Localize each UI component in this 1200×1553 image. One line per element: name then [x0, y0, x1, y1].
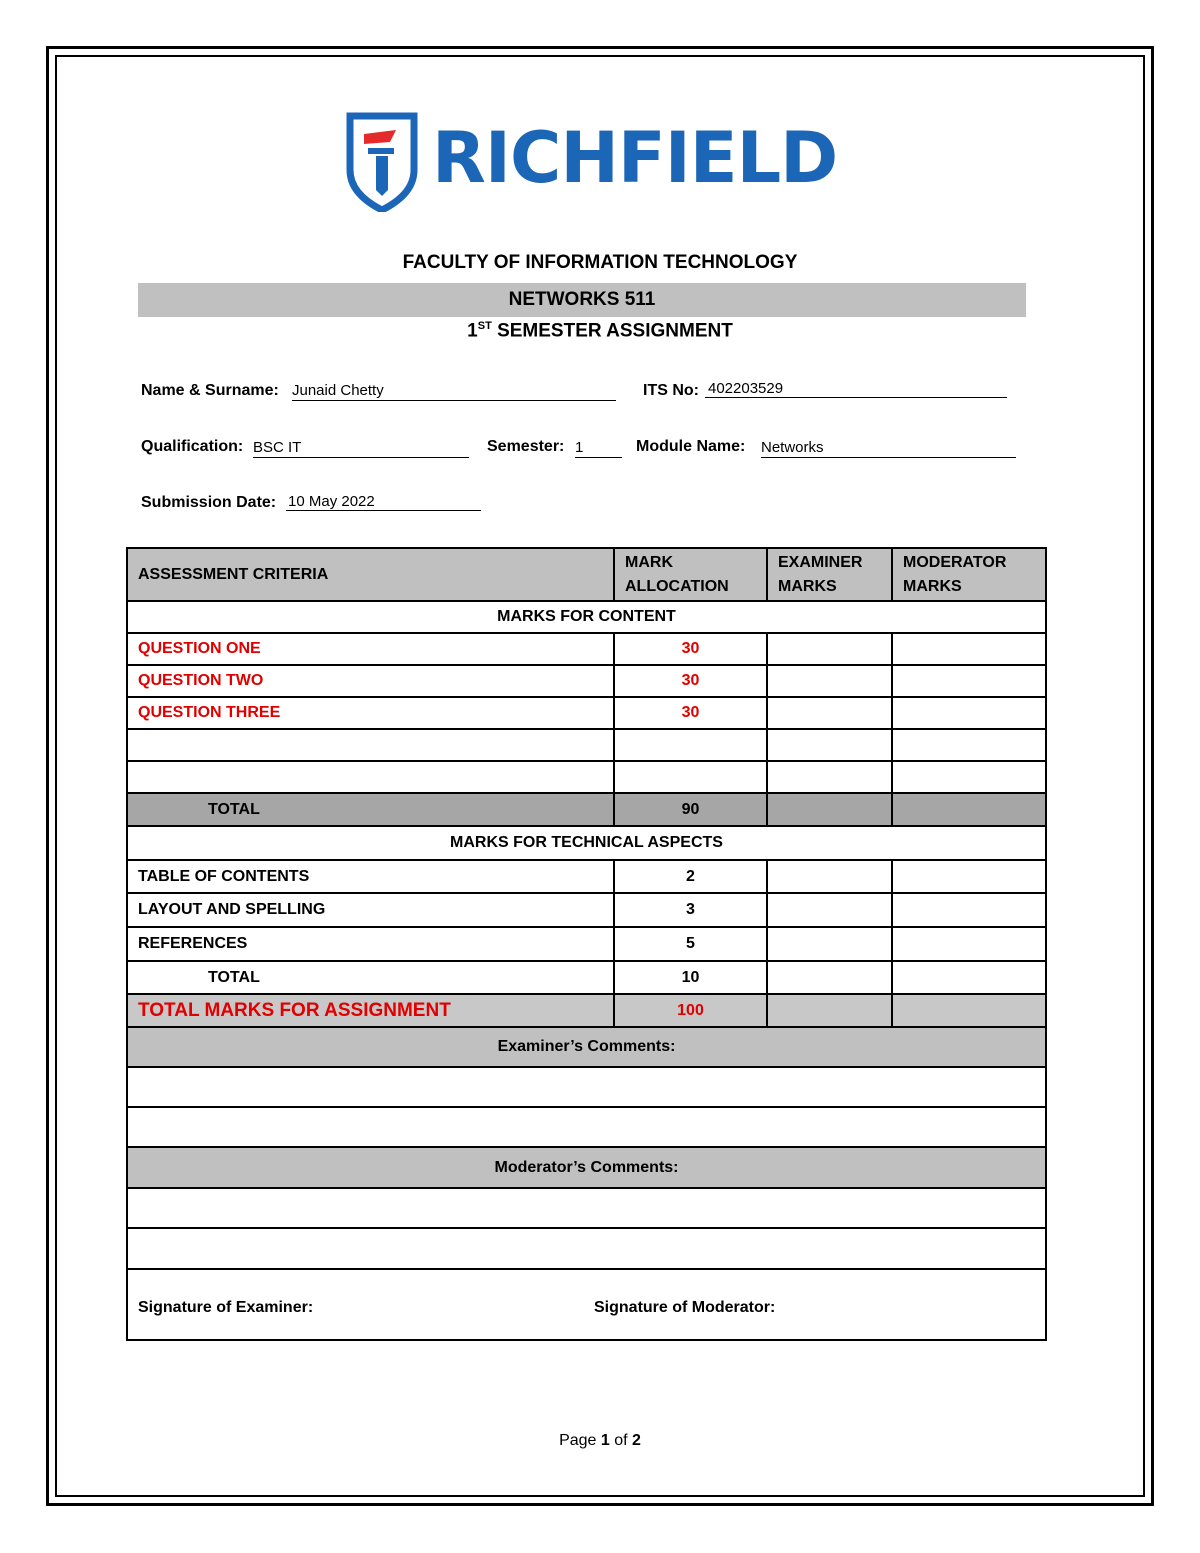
- moderator-marks-header: MODERATOR MARKS: [892, 548, 1046, 601]
- mark-allocation: 30: [614, 665, 767, 697]
- examiner-marks-header: EXAMINER MARKS: [767, 548, 892, 601]
- moderator-comments-header-row: [127, 1147, 1046, 1188]
- moderator-mark-cell[interactable]: [892, 697, 1046, 729]
- table-row: [127, 927, 1046, 961]
- brand-name: RICHFIELD: [432, 117, 838, 199]
- assignment-ordinal: ST: [477, 320, 492, 332]
- table-row: [127, 665, 1046, 697]
- empty-row: [127, 761, 1046, 793]
- examiner-mark-cell[interactable]: [767, 665, 892, 697]
- its-number-field[interactable]: 402203529: [705, 379, 1007, 398]
- criteria-header: ASSESSMENT CRITERIA: [127, 548, 614, 601]
- technical-total-row: [127, 961, 1046, 994]
- technical-section-row: [127, 826, 1046, 860]
- name-label: Name & Surname:: [141, 382, 279, 399]
- mark-allocation: 3: [614, 893, 767, 927]
- table-row: [127, 860, 1046, 893]
- technical-section-title: MARKS FOR TECHNICAL ASPECTS: [127, 826, 1046, 860]
- examiner-comment-input[interactable]: [127, 1067, 1046, 1107]
- empty-cell: [127, 761, 614, 793]
- moderator-comments-title: Moderator’s Comments:: [127, 1147, 1046, 1188]
- module-name-label: Module Name:: [636, 438, 746, 455]
- technical-total-value: 10: [614, 961, 767, 994]
- criterion-label: QUESTION ONE: [127, 633, 614, 665]
- table-row: [127, 697, 1046, 729]
- examiner-mark-cell[interactable]: [767, 761, 892, 793]
- moderator-mark-cell[interactable]: [892, 761, 1046, 793]
- richfield-logo: [346, 112, 838, 212]
- moderator-mark-cell[interactable]: [892, 927, 1046, 961]
- content-total-label: TOTAL: [127, 793, 614, 826]
- table-row: [127, 893, 1046, 927]
- examiner-mark-cell[interactable]: [767, 893, 892, 927]
- content-section-row: [127, 601, 1046, 633]
- criterion-label: REFERENCES: [127, 927, 614, 961]
- content-total-row: [127, 793, 1046, 826]
- criterion-label: QUESTION TWO: [127, 665, 614, 697]
- moderator-mark-cell[interactable]: [892, 665, 1046, 697]
- assessment-table: [126, 547, 1047, 1341]
- moderator-mark-cell[interactable]: [892, 860, 1046, 893]
- mark-allocation: 2: [614, 860, 767, 893]
- examiner-mark-cell[interactable]: [767, 697, 892, 729]
- module-title: NETWORKS 511: [138, 283, 1026, 317]
- examiner-signature-label: Signature of Examiner:: [138, 1298, 314, 1316]
- mark-allocation: 30: [614, 633, 767, 665]
- moderator-comment-input[interactable]: [127, 1228, 1046, 1269]
- name-field[interactable]: Junaid Chetty: [292, 381, 616, 401]
- its-label: ITS No:: [643, 382, 699, 399]
- signature-row: [127, 1269, 1046, 1340]
- semester-label: Semester:: [487, 438, 565, 455]
- moderator-total-cell[interactable]: [892, 961, 1046, 994]
- qualification-field[interactable]: BSC IT: [253, 438, 469, 458]
- content-total-value: 90: [614, 793, 767, 826]
- moderator-comment-line: [127, 1188, 1046, 1228]
- faculty-title: FACULTY OF INFORMATION TECHNOLOGY: [402, 252, 798, 273]
- examiner-comment-input[interactable]: [127, 1107, 1046, 1147]
- empty-cell: [127, 729, 614, 761]
- table-header-row: [127, 548, 1046, 601]
- grand-total-value: 100: [614, 994, 767, 1027]
- table-row: [127, 633, 1046, 665]
- examiner-total-cell[interactable]: [767, 793, 892, 826]
- assignment-number: 1: [467, 320, 478, 342]
- empty-cell: [614, 761, 767, 793]
- moderator-grand-total-cell[interactable]: [892, 994, 1046, 1027]
- page-number: Page 1 of 2: [559, 1432, 641, 1449]
- mark-allocation: 30: [614, 697, 767, 729]
- empty-cell: [614, 729, 767, 761]
- mark-allocation-header: MARK ALLOCATION: [614, 548, 767, 601]
- empty-row: [127, 729, 1046, 761]
- moderator-signature-label: Signature of Moderator:: [594, 1298, 776, 1316]
- grand-total-row: [127, 994, 1046, 1027]
- examiner-mark-cell[interactable]: [767, 729, 892, 761]
- submission-date-field[interactable]: 10 May 2022: [286, 492, 481, 511]
- technical-total-label: TOTAL: [127, 961, 614, 994]
- moderator-mark-cell[interactable]: [892, 633, 1046, 665]
- examiner-comment-line: [127, 1107, 1046, 1147]
- criterion-label: TABLE OF CONTENTS: [127, 860, 614, 893]
- torch-shield-icon: [346, 112, 418, 212]
- moderator-mark-cell[interactable]: [892, 729, 1046, 761]
- examiner-mark-cell[interactable]: [767, 633, 892, 665]
- semester-field[interactable]: 1: [575, 438, 622, 458]
- examiner-comment-line: [127, 1067, 1046, 1107]
- examiner-grand-total-cell[interactable]: [767, 994, 892, 1027]
- qualification-label: Qualification:: [141, 438, 244, 455]
- moderator-total-cell[interactable]: [892, 793, 1046, 826]
- examiner-comments-header-row: [127, 1027, 1046, 1067]
- mark-allocation: 5: [614, 927, 767, 961]
- module-name-field[interactable]: Networks: [761, 438, 1016, 458]
- criterion-label: LAYOUT AND SPELLING: [127, 893, 614, 927]
- examiner-total-cell[interactable]: [767, 961, 892, 994]
- moderator-mark-cell[interactable]: [892, 893, 1046, 927]
- examiner-mark-cell[interactable]: [767, 860, 892, 893]
- assignment-label: SEMESTER ASSIGNMENT: [491, 320, 733, 342]
- content-section-title: MARKS FOR CONTENT: [127, 601, 1046, 633]
- submission-date-label: Submission Date:: [141, 494, 277, 511]
- assignment-title: [0, 320, 1200, 342]
- grand-total-label: TOTAL MARKS FOR ASSIGNMENT: [127, 994, 614, 1027]
- examiner-comments-title: Examiner’s Comments:: [127, 1027, 1046, 1067]
- criterion-label: QUESTION THREE: [127, 697, 614, 729]
- signature-cell: [127, 1269, 1046, 1340]
- moderator-comment-input[interactable]: [127, 1188, 1046, 1228]
- moderator-comment-line: [127, 1228, 1046, 1269]
- examiner-mark-cell[interactable]: [767, 927, 892, 961]
